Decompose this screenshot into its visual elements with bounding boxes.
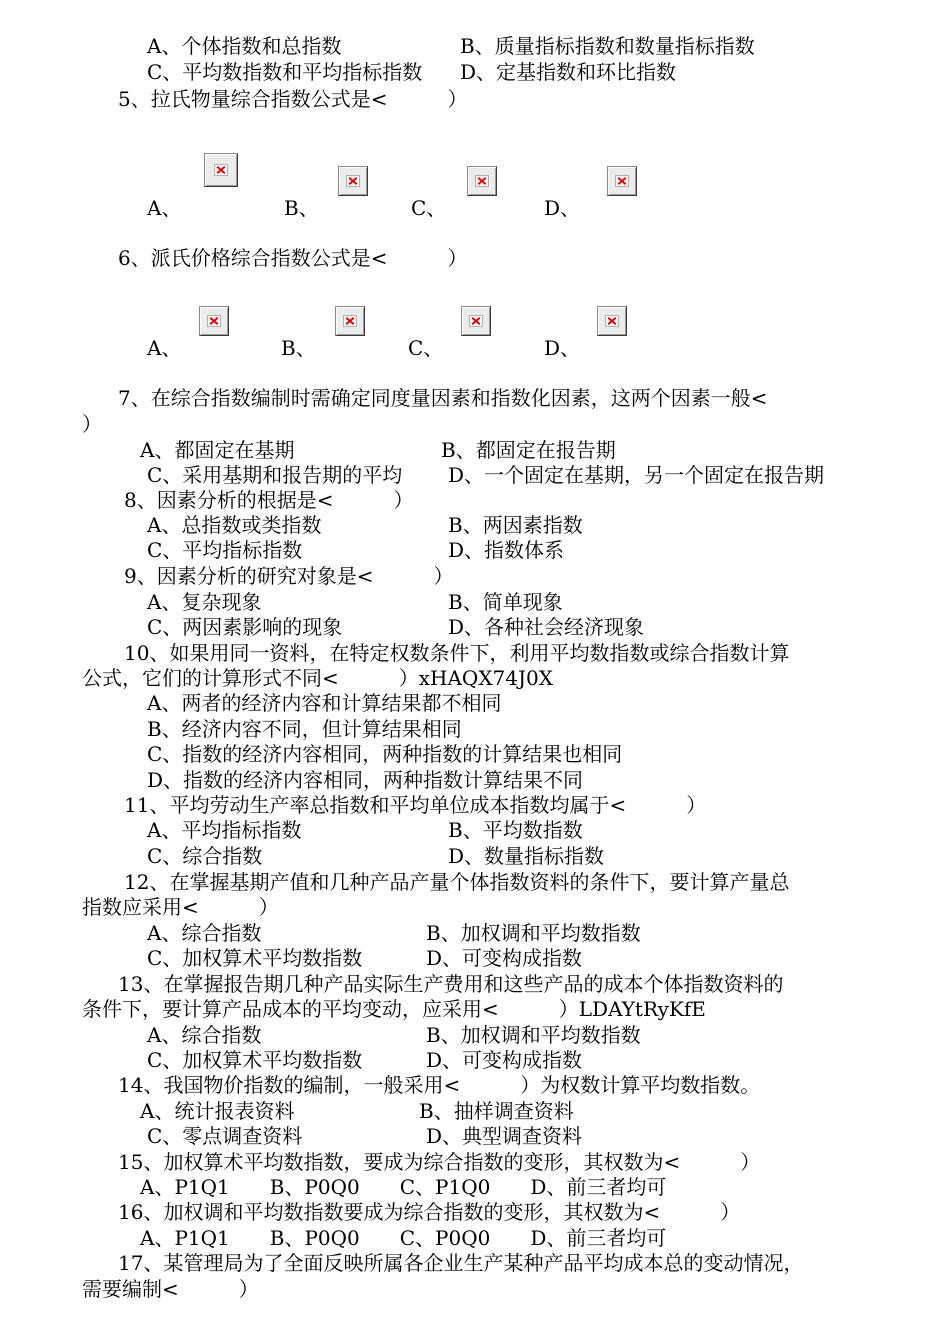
q6-option-c: C、 xyxy=(408,336,444,360)
q9-option-a: A、复杂现象 xyxy=(147,590,262,614)
q11-option-a: A、平均指标指数 xyxy=(147,818,302,842)
q13-stem-line2: 条件下，要计算产品成本的平均变动，应采用< ）LDAYtRyKfE xyxy=(82,997,706,1021)
broken-image-icon xyxy=(338,166,368,196)
q12-option-c: C、加权算术平均数指数 xyxy=(147,946,363,970)
q13-option-b: B、加权调和平均数指数 xyxy=(426,1023,641,1047)
q14-stem: 14、我国物价指数的编制，一般采用< ）为权数计算平均数指数。 xyxy=(118,1073,761,1097)
q10-option-d: D、指数的经济内容相同，两种指数计算结果不同 xyxy=(147,768,584,792)
q17-stem-line1: 17、某管理局为了全面反映所属各企业生产某种产品平均成本总的变动情况， xyxy=(118,1251,804,1275)
q15-options: A、P1Q1 B、P0Q0 C、P1Q0 D、前三者均可 xyxy=(140,1175,667,1199)
q8-option-a: A、总指数或类指数 xyxy=(147,513,322,537)
q14-option-b: B、抽样调查资料 xyxy=(419,1099,574,1123)
q9-stem: 9、因素分析的研究对象是< ） xyxy=(124,564,454,588)
q11-stem: 11、平均劳动生产率总指数和平均单位成本指数均属于< ） xyxy=(124,793,707,817)
q7-option-a: A、都固定在基期 xyxy=(140,438,295,462)
q13-stem-line1: 13、在掌握报告期几种产品实际生产费用和这些产品的成本个体指数资料的 xyxy=(118,972,784,996)
q15-stem: 15、加权算术平均数指数，要成为综合指数的变形，其权数为< ） xyxy=(118,1150,761,1174)
q5-option-c: C、 xyxy=(411,196,447,220)
q7-option-b: B、都固定在报告期 xyxy=(441,438,616,462)
q7-stem-line1: 7、在综合指数编制时需确定同度量因素和指数化因素，这两个因素一般< xyxy=(118,386,768,410)
q10-option-c: C、指数的经济内容相同，两种指数的计算结果也相同 xyxy=(147,742,623,766)
q5-stem: 5、拉氏物量综合指数公式是< ） xyxy=(118,87,468,111)
q12-stem-line1: 12、在掌握基期产值和几种产品产量个体指数资料的条件下，要计算产量总 xyxy=(124,870,790,894)
broken-image-icon xyxy=(467,166,497,196)
q11-option-d: D、数量指标指数 xyxy=(448,844,605,868)
q16-stem: 16、加权调和平均数指数要成为综合指数的变形，其权数为< ） xyxy=(118,1200,741,1224)
q12-option-d: D、可变构成指数 xyxy=(426,946,583,970)
q10-option-b: B、经济内容不同，但计算结果相同 xyxy=(147,717,462,741)
q6-option-b: B、 xyxy=(281,336,316,360)
q11-option-c: C、综合指数 xyxy=(147,844,263,868)
q10-stem-line1: 10、如果用同一资料，在特定权数条件下，利用平均数指数或综合指数计算 xyxy=(124,641,790,665)
q8-option-c: C、平均指标指数 xyxy=(147,538,303,562)
q8-stem: 8、因素分析的根据是< ） xyxy=(124,488,414,512)
q13-option-a: A、综合指数 xyxy=(147,1023,262,1047)
broken-image-icon xyxy=(204,153,238,187)
q12-stem-line2: 指数应采用< ） xyxy=(82,895,279,919)
q14-option-c: C、零点调查资料 xyxy=(147,1124,303,1148)
q5-option-d: D、 xyxy=(544,196,581,220)
q4-option-c: C、平均数指数和平均指标指数 xyxy=(147,60,423,84)
q9-option-c: C、两因素影响的现象 xyxy=(147,615,343,639)
q10-option-a: A、两者的经济内容和计算结果都不相同 xyxy=(147,691,502,715)
q11-option-b: B、平均数指数 xyxy=(448,818,583,842)
q9-option-d: D、各种社会经济现象 xyxy=(448,615,645,639)
q6-option-d: D、 xyxy=(544,336,581,360)
q6-stem: 6、派氏价格综合指数公式是< ） xyxy=(118,246,468,270)
broken-image-icon xyxy=(597,306,627,336)
q14-option-d: D、典型调查资料 xyxy=(426,1124,583,1148)
q7-option-d: D、一个固定在基期，另一个固定在报告期 xyxy=(448,463,825,487)
q8-option-d: D、指数体系 xyxy=(448,538,565,562)
q5-option-a: A、 xyxy=(147,196,182,220)
broken-image-icon xyxy=(607,166,637,196)
broken-image-icon xyxy=(335,306,365,336)
q14-option-a: A、统计报表资料 xyxy=(140,1099,295,1123)
q13-option-c: C、加权算术平均数指数 xyxy=(147,1048,363,1072)
q13-option-d: D、可变构成指数 xyxy=(426,1048,583,1072)
q12-option-a: A、综合指数 xyxy=(147,921,262,945)
q4-option-d: D、定基指数和环比指数 xyxy=(460,60,677,84)
q5-option-b: B、 xyxy=(284,196,319,220)
q6-option-a: A、 xyxy=(147,336,182,360)
q9-option-b: B、简单现象 xyxy=(448,590,563,614)
q8-option-b: B、两因素指数 xyxy=(448,513,583,537)
q4-option-a: A、个体指数和总指数 xyxy=(147,34,342,58)
q7-option-c: C、采用基期和报告期的平均 xyxy=(147,463,403,487)
q17-stem-line2: 需要编制< ） xyxy=(82,1277,259,1301)
q4-option-b: B、质量指标指数和数量指标指数 xyxy=(460,34,755,58)
broken-image-icon xyxy=(461,306,491,336)
q16-options: A、P1Q1 B、P0Q0 C、P0Q0 D、前三者均可 xyxy=(140,1226,667,1250)
q12-option-b: B、加权调和平均数指数 xyxy=(426,921,641,945)
broken-image-icon xyxy=(199,306,229,336)
q7-stem-line2: ） xyxy=(82,412,102,436)
q10-stem-line2: 公式，它们的计算形式不同< ）xHAQX74J0X xyxy=(82,666,553,690)
